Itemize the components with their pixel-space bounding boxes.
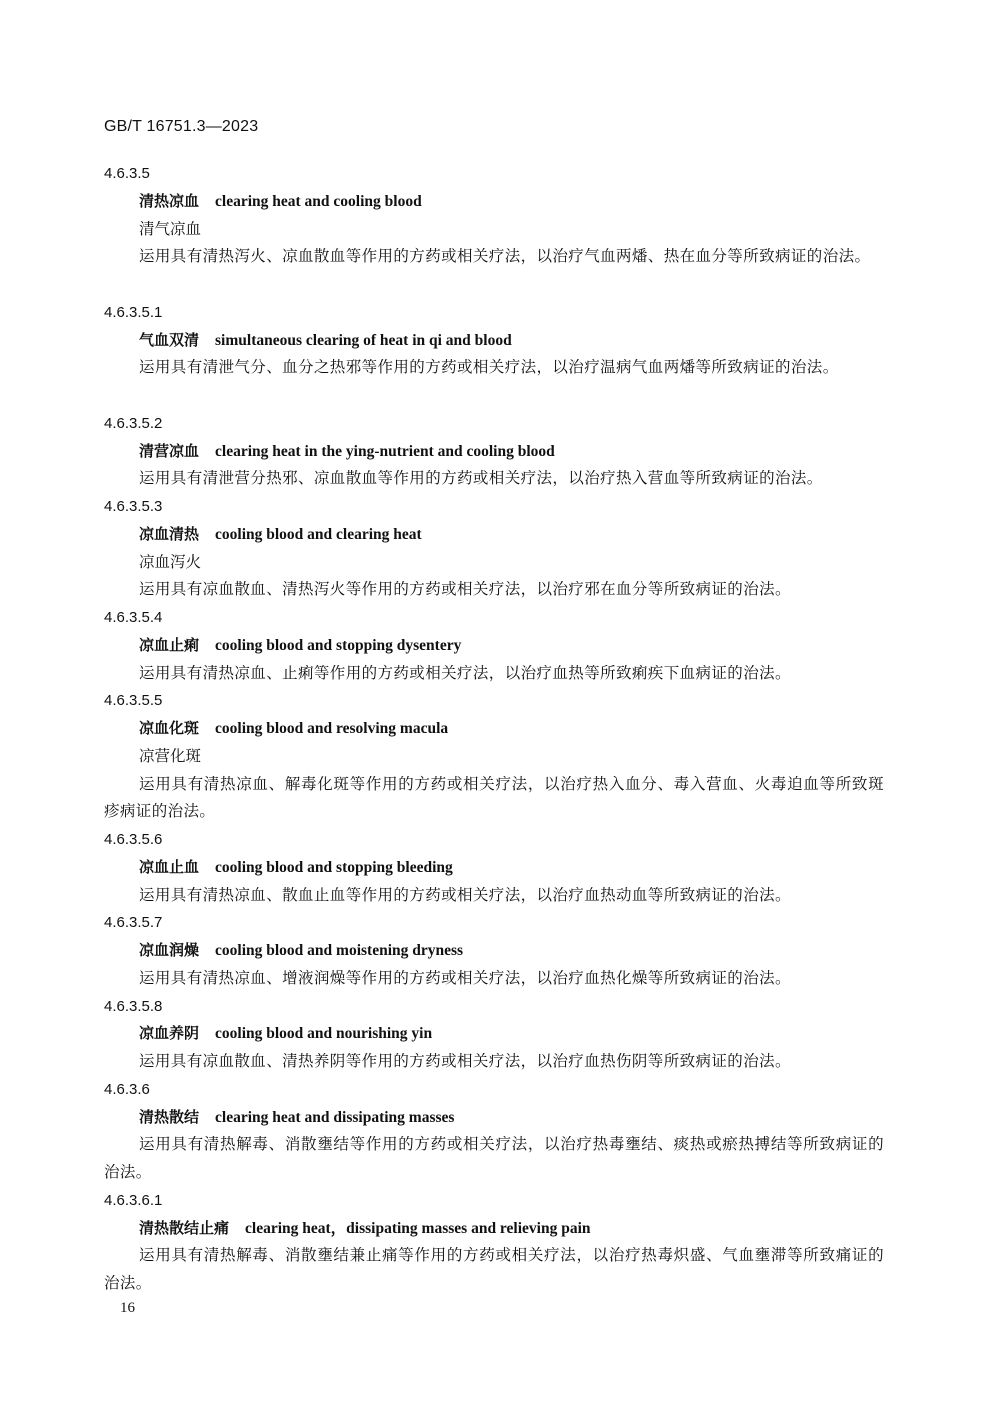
entry-number: 4.6.3.5.8 [104, 997, 163, 1015]
term-chinese: 凉血清热 [139, 524, 200, 543]
term-entries [104, 160, 884, 1298]
term-english: cooling blood and clearing heat [215, 525, 422, 543]
term-chinese: 气血双清 [139, 330, 200, 349]
term-english: cooling blood and resolving macula [215, 720, 449, 737]
term-chinese: 清热散结止痛 [139, 1218, 230, 1237]
term-english: clearing heat and dissipating masses [215, 1108, 455, 1126]
term-chinese: 清热散结 [139, 1107, 200, 1126]
term-english: cooling blood and stopping bleeding [215, 858, 453, 876]
term-english: cooling blood and moistening dryness [215, 942, 464, 959]
term-definition: 运用具有清热凉血、散血止血等作用的方药或相关疗法，以治疗血热动血等所致病证的治法。 [139, 885, 791, 904]
entry-number: 4.6.3.6 [104, 1080, 150, 1098]
term-definition: 运用具有凉血散血、清热泻火等作用的方药或相关疗法，以治疗邪在血分等所致病证的治法。 [139, 580, 791, 599]
term-heading [104, 327, 884, 355]
entry-number: 4.6.3.5.6 [104, 831, 163, 848]
term-english: clearing heat in the ying-nutrient and cooling blood [215, 442, 555, 460]
term-english: cooling blood and stopping dysentery [215, 636, 462, 654]
term-chinese: 凉血润燥 [139, 941, 200, 959]
term-definition: 运用具有清热解毒、消散壅结兼止痛等作用的方药或相关疗法，以治疗热毒炽盛、气血壅滞等所致痛证的治法。 [104, 1246, 884, 1292]
entry-number: 4.6.3.5 [104, 165, 150, 182]
entry-number: 4.6.3.5.4 [104, 609, 163, 626]
term-heading [104, 1020, 884, 1048]
entry-number: 4.6.3.5.1 [104, 303, 163, 321]
term-heading [104, 632, 884, 660]
term-definition: 运用具有凉血散血、清热养阴等作用的方药或相关疗法，以治疗血热伤阴等所致病证的治法。 [139, 1052, 791, 1070]
term-definition: 运用具有清热解毒、消散壅结等作用的方药或相关疗法，以治疗热毒壅结、痰热或瘀热搏结等所致病证的治法。 [104, 1135, 884, 1181]
page-number: 16 [120, 1300, 135, 1316]
term-chinese: 清热凉血 [139, 191, 200, 210]
term-heading [104, 438, 884, 466]
term-definition: 运用具有清泄气分、血分之热邪等作用的方药或相关疗法，以治疗温病气血两燔等所致病证的治法。 [139, 358, 839, 377]
entry-number: 4.6.3.5.7 [104, 914, 163, 932]
entry-number: 4.6.3.5.2 [104, 414, 163, 432]
term-english: simultaneous clearing of heat in qi and blood [215, 331, 512, 349]
term-heading [104, 1215, 884, 1243]
entry-number: 4.6.3.5.5 [104, 692, 163, 710]
term-chinese: 凉血化斑 [139, 719, 200, 737]
term-definition: 运用具有清热凉血、增液润燥等作用的方药或相关疗法，以治疗血热化燥等所致病证的治法。 [139, 968, 791, 987]
term-heading [104, 521, 884, 549]
term-chinese: 凉血止血 [139, 857, 200, 876]
term-heading [104, 854, 884, 882]
term-definition: 运用具有清热泻火、凉血散血等作用的方药或相关疗法，以治疗气血两燔、热在血分等所致病证的治法。 [139, 247, 871, 266]
entry-number: 4.6.3.6.1 [104, 1191, 163, 1209]
term-definition: 运用具有清泄营分热邪、凉血散血等作用的方药或相关疗法，以治疗热入营血等所致病证的治法。 [139, 469, 823, 488]
term-heading [104, 188, 884, 216]
term-synonym: 凉营化斑 [139, 746, 202, 765]
term-synonym: 凉血泻火 [139, 552, 202, 571]
term-heading [104, 1104, 884, 1132]
term-heading [104, 715, 884, 743]
standard-code-header: GB/T 16751.3—2023 [104, 118, 259, 135]
term-english: clearing heat，dissipating masses and relieving pain [245, 1219, 591, 1237]
term-synonym: 清气凉血 [139, 219, 202, 238]
term-english: clearing heat and cooling blood [215, 192, 422, 210]
term-chinese: 凉血养阴 [139, 1024, 200, 1043]
term-heading [104, 937, 884, 965]
term-definition: 运用具有清热凉血、解毒化斑等作用的方药或相关疗法，以治疗热入血分、毒入营血、火毒迫血等所致斑疹病证的治法。 [104, 774, 884, 821]
term-chinese: 清营凉血 [139, 441, 200, 460]
entry-number: 4.6.3.5.3 [104, 498, 163, 515]
term-chinese: 凉血止痢 [139, 635, 200, 654]
term-definition: 运用具有清热凉血、止痢等作用的方药或相关疗法，以治疗血热等所致痢疾下血病证的治法。 [139, 663, 791, 682]
term-english: cooling blood and nourishing yin [215, 1025, 433, 1043]
